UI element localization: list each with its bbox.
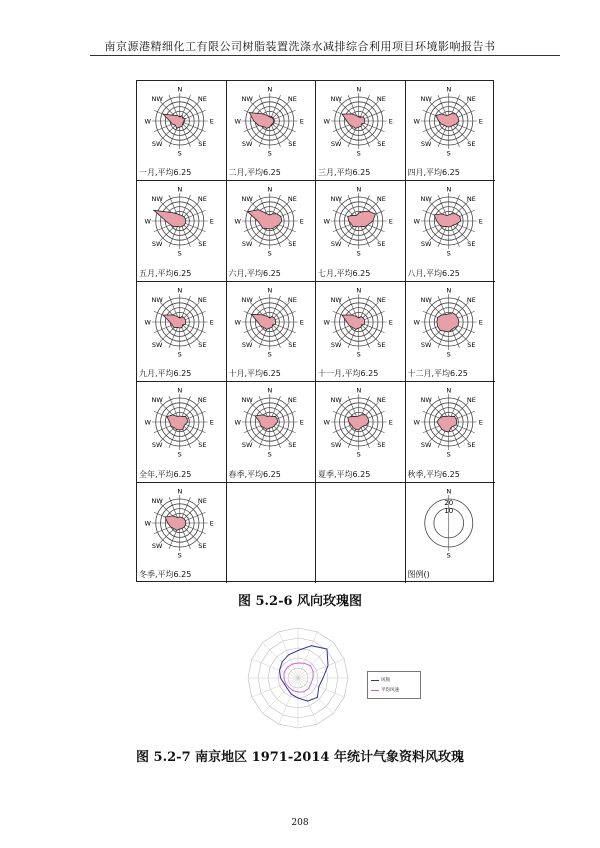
rose-petal-shape: [154, 211, 186, 228]
wind-rose-cell: [406, 181, 496, 281]
direction-label: S: [356, 450, 361, 459]
direction-label: N: [445, 386, 451, 395]
page-number: 208: [291, 818, 309, 828]
direction-label: NE: [466, 396, 476, 405]
direction-label: NW: [330, 295, 342, 304]
figure-caption-5-2-6: 图 5.2-6 风向玫瑰图: [237, 594, 363, 609]
direction-label: SW: [330, 340, 342, 349]
direction-label: NW: [419, 94, 432, 103]
direction-label: SW: [420, 140, 431, 149]
direction-label: S: [177, 350, 182, 359]
wind-rose-label: 七月,平均6.25: [318, 268, 371, 278]
direction-label: E: [478, 418, 483, 427]
wind-rose: [316, 181, 406, 281]
direction-label: SW: [420, 240, 431, 249]
direction-label: S: [446, 350, 451, 359]
direction-label: E: [388, 117, 393, 126]
direction-label: W: [144, 519, 151, 528]
direction-label: NW: [240, 396, 253, 405]
rose-petal-shape: [249, 113, 273, 129]
wind-rose-cell: [406, 81, 496, 181]
legend-line-speed: [371, 690, 379, 691]
wind-rose-cell: [316, 81, 406, 181]
wind-rose-cell: [316, 483, 406, 583]
wind-rose: [137, 382, 227, 482]
legend-ring-label: 10: [443, 506, 453, 515]
direction-label: S: [267, 450, 272, 459]
radar-axis: [263, 678, 298, 713]
radar-wind-rose-chart: [238, 618, 358, 738]
direction-label: NE: [197, 94, 207, 103]
direction-label: NE: [197, 396, 207, 405]
direction-label: E: [209, 318, 214, 327]
direction-label: NW: [151, 195, 163, 204]
direction-label: NE: [376, 295, 386, 304]
direction-label: W: [413, 418, 420, 427]
direction-label: SW: [241, 441, 252, 450]
direction-label: W: [413, 117, 420, 126]
direction-label: N: [266, 85, 272, 94]
direction-label: N: [445, 85, 451, 94]
direction-label: S: [267, 350, 272, 359]
wind-rose: [137, 483, 227, 583]
wind-rose-cell: [406, 382, 496, 482]
wind-rose-cell: [137, 81, 227, 181]
direction-label: NW: [151, 496, 163, 505]
direction-label: SE: [377, 140, 386, 149]
direction-label: W: [323, 217, 330, 226]
direction-label: SE: [466, 340, 475, 349]
direction-label: S: [446, 551, 451, 560]
direction-label: N: [356, 85, 362, 94]
direction-label: SW: [420, 441, 431, 450]
direction-label: SE: [466, 240, 475, 249]
wind-rose-label: 九月,平均6.25: [139, 369, 192, 379]
wind-rose-label: 八月,平均6.25: [407, 268, 460, 278]
direction-label: W: [413, 217, 420, 226]
direction-label: SW: [330, 140, 342, 149]
direction-label: E: [209, 217, 214, 226]
wind-rose-cell: [316, 382, 406, 482]
direction-label: SE: [198, 240, 207, 249]
wind-rose-cell: [227, 181, 317, 281]
direction-label: NE: [287, 396, 297, 405]
direction-label: SW: [151, 441, 163, 450]
direction-label: NE: [287, 94, 297, 103]
direction-label: SE: [377, 340, 386, 349]
direction-label: N: [266, 185, 272, 194]
direction-label: SE: [287, 441, 296, 450]
direction-label: E: [388, 318, 393, 327]
direction-label: NW: [151, 295, 163, 304]
header-rule: [90, 55, 560, 56]
direction-label: NE: [376, 94, 386, 103]
direction-label: NW: [330, 396, 342, 405]
direction-label: NW: [330, 94, 342, 103]
rose-petal-shape: [348, 211, 376, 227]
direction-label: S: [177, 149, 182, 158]
wind-rose-cell: [227, 382, 317, 482]
direction-label: N: [177, 386, 183, 395]
wind-rose: [137, 282, 227, 382]
direction-label: SW: [330, 441, 342, 450]
direction-label: E: [299, 418, 304, 427]
wind-rose: [227, 382, 317, 482]
direction-label: W: [323, 318, 330, 327]
legend-label-frequency: 风频: [381, 678, 390, 683]
wind-rose-cell: [137, 282, 227, 382]
direction-label: NW: [151, 396, 163, 405]
direction-label: SW: [241, 140, 252, 149]
direction-label: NW: [240, 195, 253, 204]
wind-rose-label: 十月,平均6.25: [228, 369, 281, 379]
direction-label: SW: [330, 240, 342, 249]
direction-label: NE: [197, 195, 207, 204]
direction-label: W: [144, 318, 151, 327]
direction-label: S: [267, 249, 272, 258]
wind-rose-label: 六月,平均6.25: [228, 268, 281, 278]
wind-rose: [227, 282, 317, 382]
wind-rose: [316, 81, 406, 181]
direction-label: N: [356, 386, 362, 395]
direction-label: E: [299, 117, 304, 126]
wind-rose-cell: [137, 382, 227, 482]
direction-label: SE: [198, 140, 207, 149]
wind-rose-label: 夏季,平均6.25: [318, 469, 371, 479]
legend-item-frequency: [371, 677, 390, 683]
direction-label: S: [356, 350, 361, 359]
page-header: 南京源港精细化工有限公司树脂装置洗涤水减排综合利用项目环境影响报告书: [104, 40, 496, 53]
rose-petal-shape: [163, 315, 186, 328]
wind-rose-label: 四月,平均6.25: [407, 168, 460, 178]
direction-label: N: [445, 185, 451, 194]
direction-label: NW: [240, 94, 253, 103]
rose-petal-shape: [247, 210, 281, 229]
wind-rose: [227, 81, 317, 181]
direction-label: E: [209, 418, 214, 427]
wind-rose: [137, 81, 227, 181]
radar-axis: [298, 678, 333, 713]
direction-label: N: [177, 286, 183, 295]
wind-rose: [406, 81, 496, 181]
direction-label: N: [356, 185, 362, 194]
direction-label: NW: [419, 295, 432, 304]
direction-label: N: [177, 85, 183, 94]
direction-label: NE: [197, 496, 207, 505]
direction-label: N: [445, 487, 451, 496]
wind-rose-label: 秋季,平均6.25: [407, 469, 460, 479]
direction-label: SE: [377, 441, 386, 450]
wind-rose: [406, 181, 496, 281]
wind-rose: [406, 382, 496, 482]
rose-petal-shape: [165, 515, 186, 530]
direction-label: SW: [151, 240, 163, 249]
wind-rose: [406, 282, 496, 382]
wind-rose-label: 春季,平均6.25: [228, 469, 281, 479]
wind-rose-label: 三月,平均6.25: [318, 168, 371, 178]
radar-legend: [367, 671, 421, 699]
wind-rose-cell: [137, 181, 227, 281]
direction-label: NE: [376, 396, 386, 405]
wind-rose-label: 二月,平均6.25: [228, 168, 281, 178]
direction-label: S: [267, 149, 272, 158]
direction-label: W: [323, 117, 330, 126]
wind-rose-label: 十二月,平均6.25: [407, 369, 468, 379]
direction-label: W: [413, 318, 420, 327]
wind-rose: [227, 181, 317, 281]
wind-rose-label: 全年,平均6.25: [139, 469, 192, 479]
direction-label: SW: [420, 340, 431, 349]
direction-label: W: [234, 117, 241, 126]
direction-label: E: [478, 217, 483, 226]
direction-label: E: [388, 418, 393, 427]
direction-label: S: [446, 450, 451, 459]
legend-line-frequency: [371, 680, 379, 681]
wind-rose-label: 冬季,平均6.25: [139, 569, 192, 579]
direction-label: N: [266, 286, 272, 295]
direction-label: SE: [466, 441, 475, 450]
direction-label: N: [266, 386, 272, 395]
direction-label: W: [234, 318, 241, 327]
direction-label: W: [234, 418, 241, 427]
direction-label: NE: [287, 195, 297, 204]
direction-label: SE: [466, 140, 475, 149]
rose-petal-shape: [436, 416, 456, 432]
wind-rose-label: 图例(): [407, 569, 430, 579]
direction-label: SW: [241, 240, 252, 249]
direction-label: N: [177, 185, 183, 194]
direction-label: S: [177, 249, 182, 258]
wind-rose-cell: [316, 181, 406, 281]
wind-rose: [137, 181, 227, 281]
direction-label: NE: [466, 94, 476, 103]
direction-label: SE: [198, 340, 207, 349]
direction-label: NE: [466, 195, 476, 204]
direction-label: S: [177, 450, 182, 459]
wind-rose: [316, 282, 406, 382]
wind-rose-cell: [227, 483, 317, 583]
direction-label: SW: [151, 340, 163, 349]
direction-label: E: [209, 117, 214, 126]
direction-label: W: [323, 418, 330, 427]
direction-label: NE: [466, 295, 476, 304]
direction-label: W: [144, 418, 151, 427]
wind-rose-label: 五月,平均6.25: [139, 268, 192, 278]
wind-rose-cell: [406, 282, 496, 382]
wind-rose-cell: [227, 282, 317, 382]
direction-label: S: [356, 249, 361, 258]
direction-label: SE: [377, 240, 386, 249]
direction-label: SE: [198, 441, 207, 450]
direction-label: SE: [198, 541, 207, 550]
direction-label: E: [478, 318, 483, 327]
legend-item-speed: [371, 687, 399, 693]
direction-label: SE: [287, 140, 296, 149]
direction-label: NW: [240, 295, 253, 304]
wind-rose-cell: [227, 81, 317, 181]
direction-label: SW: [241, 340, 252, 349]
direction-label: NE: [197, 295, 207, 304]
direction-label: S: [356, 149, 361, 158]
direction-label: SW: [151, 541, 163, 550]
wind-rose-cell: [406, 483, 496, 583]
legend-rose: [406, 483, 496, 583]
wind-rose-label: 一月,平均6.25: [139, 168, 192, 178]
direction-label: SE: [287, 240, 296, 249]
rose-petal-shape: [434, 214, 461, 227]
legend-ring-label: 20: [443, 498, 453, 507]
direction-label: S: [446, 249, 451, 258]
direction-label: E: [478, 117, 483, 126]
direction-label: W: [144, 217, 151, 226]
direction-label: E: [299, 318, 304, 327]
wind-rose-grid: [136, 80, 494, 582]
direction-label: E: [299, 217, 304, 226]
legend-label-speed: 平均风速: [381, 688, 399, 693]
direction-label: S: [177, 551, 182, 560]
direction-label: NE: [376, 195, 386, 204]
direction-label: NW: [330, 195, 342, 204]
direction-label: NW: [419, 195, 432, 204]
direction-label: N: [177, 487, 183, 496]
radar-axis: [263, 643, 298, 678]
direction-label: W: [234, 217, 241, 226]
direction-label: W: [144, 117, 151, 126]
figure-caption-5-2-7: 图 5.2-7 南京地区 1971-2014 年统计气象资料风玫瑰: [136, 750, 464, 765]
direction-label: N: [445, 286, 451, 295]
wind-rose-cell: [316, 282, 406, 382]
direction-label: N: [356, 286, 362, 295]
direction-label: S: [446, 149, 451, 158]
direction-label: NE: [287, 295, 297, 304]
direction-label: E: [209, 519, 214, 528]
direction-label: SE: [287, 340, 296, 349]
direction-label: SW: [151, 140, 163, 149]
wind-rose: [316, 382, 406, 482]
direction-label: NW: [151, 94, 163, 103]
direction-label: E: [388, 217, 393, 226]
rose-petal-shape: [167, 415, 188, 430]
wind-rose-cell: [137, 483, 227, 583]
wind-rose-label: 十一月,平均6.25: [318, 369, 379, 379]
direction-label: NW: [419, 396, 432, 405]
